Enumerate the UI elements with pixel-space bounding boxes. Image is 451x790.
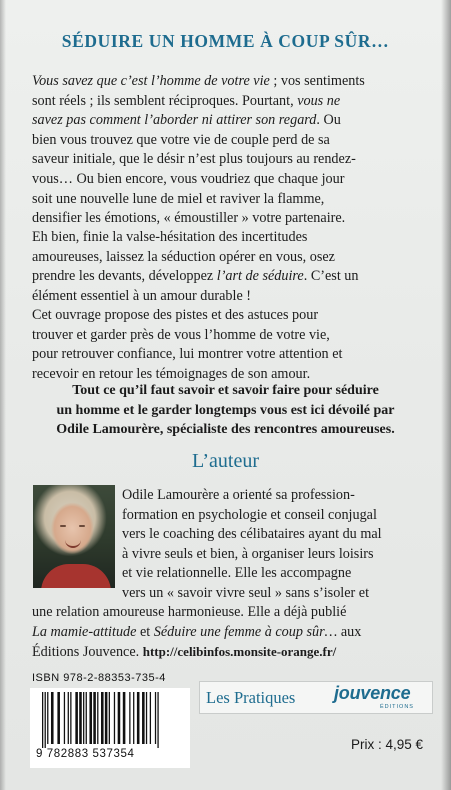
barcode-bar <box>155 692 156 744</box>
photo-detail <box>79 525 85 527</box>
publisher-logo: jouvence <box>334 683 411 703</box>
text-line <box>32 642 432 663</box>
text-segment: aux <box>337 623 362 640</box>
barcode-bar <box>42 692 43 748</box>
summary-bold-text <box>18 381 433 440</box>
barcode-bar <box>118 692 121 744</box>
barcode-bar <box>150 692 151 744</box>
author-website-link[interactable]: http://celibinfos.monsite-orange.fr/ <box>142 644 337 660</box>
publisher-logo-subtitle: ÉDITIONS <box>380 704 414 710</box>
barcode-bar <box>68 692 69 744</box>
italic-text: Vous savez que c’est l’homme de votre vie <box>32 73 270 89</box>
author-bio-top <box>122 486 432 604</box>
barcode-bar <box>64 692 65 744</box>
blurb-paragraph-2 <box>32 228 428 306</box>
text-segment: vous… Ou bien encore, vous voudriez que chaque jour <box>32 170 345 187</box>
text-segment: prendre les devants, développez <box>32 268 217 285</box>
barcode-bar <box>123 692 126 744</box>
text-segment: saveur initiale, que le désir n’est plus toujours au rendez- <box>32 151 356 168</box>
barcode-bar <box>79 692 82 744</box>
text-line <box>32 72 428 92</box>
photo-detail <box>60 525 66 527</box>
text-line <box>32 170 428 190</box>
author-heading: L’auteur <box>191 450 259 472</box>
text-segment: élément essentiel à un amour durable ! <box>32 287 252 304</box>
cover-title: SÉDUIRE UN HOMME À COUP SÛR… <box>61 31 390 51</box>
text-segment: et <box>136 623 154 640</box>
text-segment: . C’est un <box>303 268 359 285</box>
photo-detail <box>41 564 111 588</box>
barcode-bar <box>89 692 92 744</box>
author-bio-line: vers un « savoir vivre seul » sans s’isoler et <box>122 584 370 601</box>
text-segment: densifier les émotions, « émoustiller » votre partenaire. <box>32 210 346 227</box>
italic-text: vous ne <box>297 92 341 109</box>
text-line <box>32 209 428 229</box>
text-segment: Éditions Jouvence. <box>32 644 143 661</box>
barcode-bar <box>45 692 46 748</box>
text-line <box>32 603 432 623</box>
text-segment: soit une nouvelle lune de miel et raviver la flamme, <box>32 190 325 207</box>
blurb-paragraph-1 <box>32 72 428 229</box>
summary-line: Odile Lamourère, spécialiste des rencontres amoureuses. <box>56 422 395 438</box>
barcode-bar <box>137 692 140 744</box>
text-line <box>32 190 428 210</box>
barcode-bar <box>129 692 130 744</box>
barcode-bar <box>70 692 71 744</box>
text-line <box>32 345 428 365</box>
barcode-bar <box>51 692 54 744</box>
text-segment: . Ou <box>316 112 341 129</box>
text-line <box>32 267 428 287</box>
barcode-bar <box>146 692 147 744</box>
text-line <box>32 248 428 268</box>
author-bio-line: vers le coaching des célibataires ayant du mal <box>122 526 382 543</box>
text-line <box>32 287 428 307</box>
text-segment: une relation amoureuse harmonieuse. Elle a déjà publié <box>32 604 347 620</box>
text-segment: Cet ouvrage propose des pistes et des astuces pour <box>32 307 319 323</box>
barcode-bar <box>109 692 110 744</box>
author-bio-line: et vie relationnelle. Elle les accompagne <box>122 565 352 582</box>
photo-detail <box>65 540 81 548</box>
barcode <box>30 688 190 768</box>
barcode-bar <box>157 692 158 748</box>
barcode-bar <box>97 692 98 744</box>
text-segment: trouver et garder près de vous l’homme de votre vie, <box>32 326 330 343</box>
author-photo <box>33 485 115 588</box>
text-line <box>32 131 428 151</box>
barcode-bar <box>86 692 87 744</box>
summary-line: Tout ce qu’il faut savoir et savoir faire pour séduire <box>72 383 379 398</box>
text-line <box>32 326 428 346</box>
text-line <box>32 92 428 112</box>
author-bio-line: formation en psychologie et conseil conjugal <box>122 506 377 523</box>
italic-text: savez pas comment l’aborder ni attirer son regard <box>32 112 317 129</box>
price-label: Prix : 4,95 € <box>351 737 424 752</box>
barcode-bars <box>40 692 180 748</box>
text-line <box>32 111 428 131</box>
author-bio-line: à vivre seuls et bien, à organiser leurs loisirs <box>122 545 374 562</box>
text-segment: amoureuses, laissez la séduction opérer en vous, osez <box>32 248 335 265</box>
blurb-paragraph-3 <box>32 306 428 384</box>
barcode-bar <box>101 692 104 744</box>
text-segment: Eh bien, finie la valse-hésitation des incertitudes <box>32 229 308 245</box>
text-segment: recevoir en retour les témoignages de son amour. <box>32 365 311 382</box>
barcode-bar <box>47 692 48 744</box>
italic-text: Séduire une femme à coup sûr… <box>153 623 338 640</box>
author-bio-line: Odile Lamourère a orienté sa profession- <box>122 487 355 503</box>
barcode-bar <box>57 692 60 744</box>
italic-text: La mamie-attitude <box>32 623 137 640</box>
author-bio-bottom <box>32 603 432 663</box>
text-segment: pour retrouver confiance, lui montrer votre attention et <box>32 346 343 363</box>
text-segment: sont réels ; ils semblent réciproques. Pourtant, <box>32 92 298 109</box>
series-label: Les Pratiques <box>206 688 296 707</box>
barcode-bar <box>133 692 134 744</box>
text-line <box>32 623 432 643</box>
barcode-number: 9 782883 537354 <box>36 748 135 760</box>
series-banner <box>199 681 433 714</box>
text-segment: ; vos sentiments <box>269 73 365 89</box>
barcode-bar <box>105 692 108 744</box>
cover-right-shadow <box>441 0 451 790</box>
summary-line: un homme et le garder longtemps vous est ici dévoilé par <box>56 402 395 418</box>
text-line <box>32 150 428 170</box>
cover-left-shadow <box>0 0 6 790</box>
isbn-label: ISBN 978-2-88353-735-4 <box>32 672 166 684</box>
barcode-bar <box>93 692 96 744</box>
barcode-bar <box>142 692 145 744</box>
italic-text: l’art de séduire <box>216 268 304 285</box>
barcode-bar <box>114 692 115 744</box>
text-line <box>32 228 428 248</box>
text-line <box>32 306 428 326</box>
barcode-bar <box>75 692 78 744</box>
text-segment: bien vous trouvez que votre vie de couple perd de sa <box>32 131 330 148</box>
barcode-bar <box>83 692 84 744</box>
